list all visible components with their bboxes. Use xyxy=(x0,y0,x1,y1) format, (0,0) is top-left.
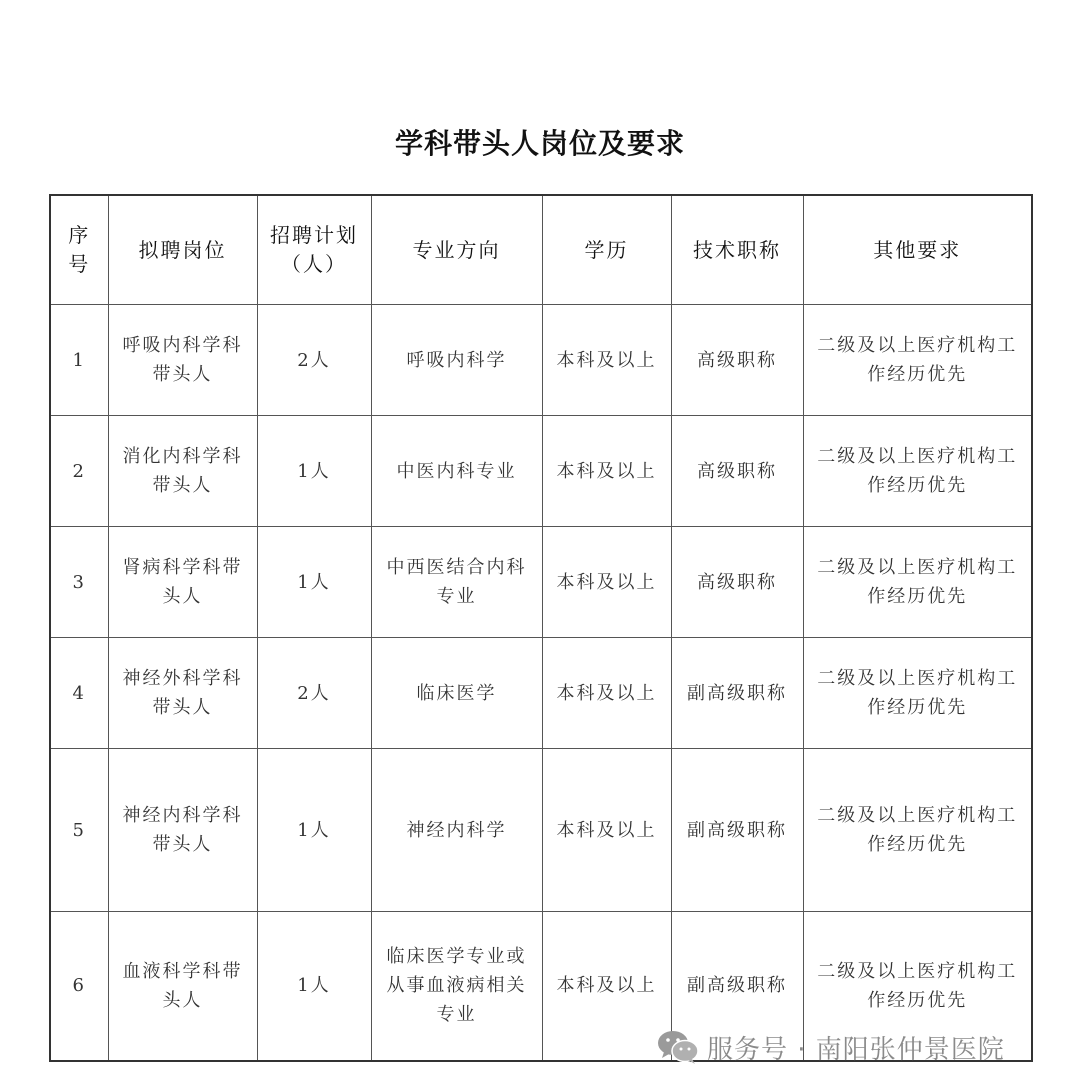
cell-education: 本科及以上 xyxy=(542,638,671,749)
cell-title: 副高级职称 xyxy=(671,749,803,912)
cell-position: 神经外科学科带头人 xyxy=(108,638,257,749)
cell-plan: 1人 xyxy=(257,912,371,1061)
table-row xyxy=(50,305,1032,416)
cell-other: 二级及以上医疗机构工作经历优先 xyxy=(803,305,1032,416)
cell-major: 呼吸内科学 xyxy=(371,305,542,416)
cell-education: 本科及以上 xyxy=(542,912,671,1061)
header-plan: 招聘计划（人） xyxy=(257,195,371,305)
cell-seq: 5 xyxy=(50,749,108,912)
cell-seq: 3 xyxy=(50,527,108,638)
cell-education: 本科及以上 xyxy=(542,416,671,527)
header-other: 其他要求 xyxy=(803,195,1032,305)
cell-other: 二级及以上医疗机构工作经历优先 xyxy=(803,638,1032,749)
cell-other: 二级及以上医疗机构工作经历优先 xyxy=(803,749,1032,912)
cell-major: 临床医学 xyxy=(371,638,542,749)
table-header-row xyxy=(50,195,1032,305)
cell-other: 二级及以上医疗机构工作经历优先 xyxy=(803,912,1032,1061)
cell-other: 二级及以上医疗机构工作经历优先 xyxy=(803,527,1032,638)
header-position: 拟聘岗位 xyxy=(108,195,257,305)
header-title: 技术职称 xyxy=(671,195,803,305)
cell-plan: 1人 xyxy=(257,749,371,912)
cell-plan: 1人 xyxy=(257,527,371,638)
cell-position: 肾病科学科带头人 xyxy=(108,527,257,638)
cell-plan: 1人 xyxy=(257,416,371,527)
cell-education: 本科及以上 xyxy=(542,527,671,638)
cell-major: 中医内科专业 xyxy=(371,416,542,527)
header-education: 学历 xyxy=(542,195,671,305)
table-row xyxy=(50,527,1032,638)
cell-plan: 2人 xyxy=(257,305,371,416)
watermark-text: 服务号 · 南阳张仲景医院 xyxy=(707,1034,1005,1065)
cell-position: 呼吸内科学科带头人 xyxy=(108,305,257,416)
cell-plan: 2人 xyxy=(257,638,371,749)
cell-position: 消化内科学科带头人 xyxy=(108,416,257,527)
table-row xyxy=(50,416,1032,527)
cell-seq: 4 xyxy=(50,638,108,749)
cell-position: 血液科学科带头人 xyxy=(108,912,257,1061)
cell-major: 中西医结合内科专业 xyxy=(371,527,542,638)
cell-seq: 6 xyxy=(50,912,108,1061)
header-major: 专业方向 xyxy=(371,195,542,305)
table-row xyxy=(50,749,1032,912)
cell-seq: 1 xyxy=(50,305,108,416)
watermark xyxy=(655,1028,1005,1066)
cell-title: 高级职称 xyxy=(671,305,803,416)
cell-title: 高级职称 xyxy=(671,416,803,527)
cell-major: 临床医学专业或从事血液病相关专业 xyxy=(371,912,542,1061)
header-seq: 序号 xyxy=(50,195,108,305)
cell-education: 本科及以上 xyxy=(542,305,671,416)
cell-title: 副高级职称 xyxy=(671,912,803,1061)
wechat-icon xyxy=(655,1028,701,1066)
page-title: 学科带头人岗位及要求 xyxy=(394,127,685,160)
cell-position: 神经内科学科带头人 xyxy=(108,749,257,912)
cell-seq: 2 xyxy=(50,416,108,527)
table-row xyxy=(50,638,1032,749)
requirements-table xyxy=(49,194,1033,1062)
cell-education: 本科及以上 xyxy=(542,749,671,912)
cell-major: 神经内科学 xyxy=(371,749,542,912)
cell-other: 二级及以上医疗机构工作经历优先 xyxy=(803,416,1032,527)
cell-title: 副高级职称 xyxy=(671,638,803,749)
cell-title: 高级职称 xyxy=(671,527,803,638)
